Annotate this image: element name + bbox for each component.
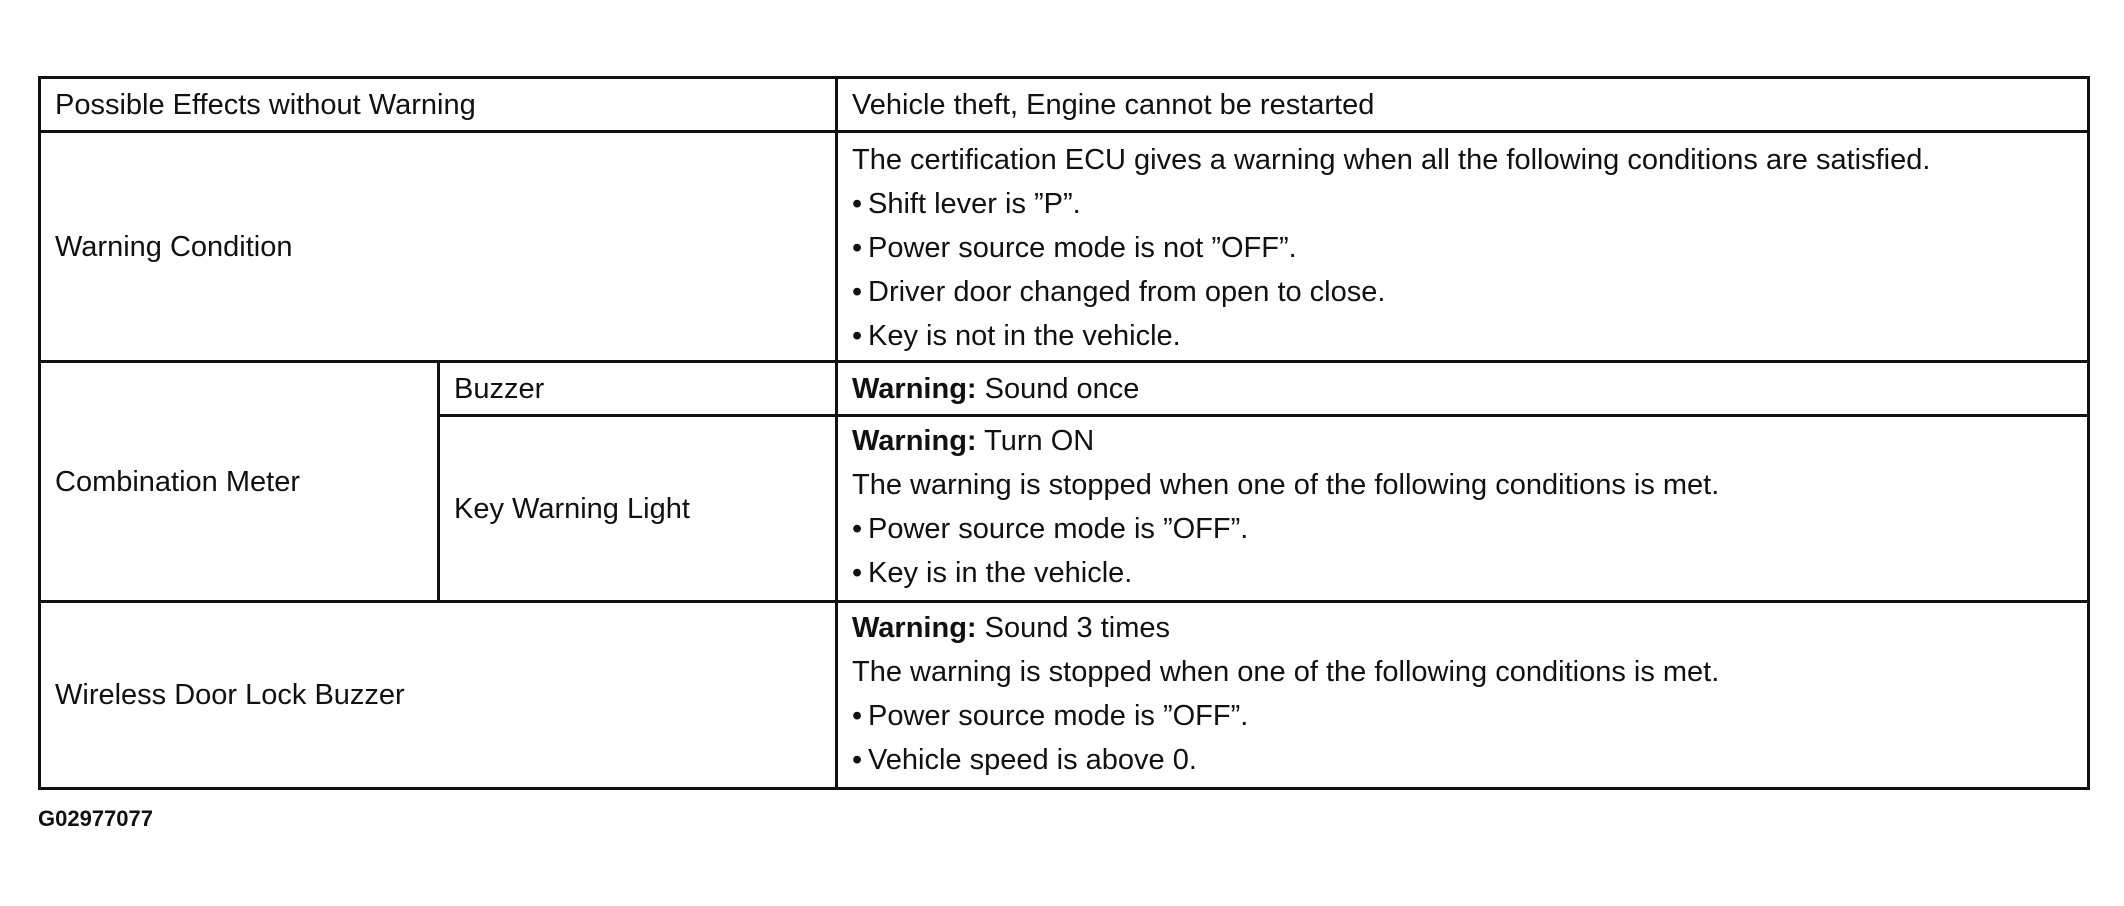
condition-bullet: • Shift lever is ”P”. <box>852 188 1081 220</box>
light-bullet: • Key is in the vehicle. <box>852 557 1133 589</box>
wireless-bullet: • Power source mode is ”OFF”. <box>852 700 1249 732</box>
warning-condition-label: Warning Condition <box>55 230 293 263</box>
condition-bullet: • Driver door changed from open to close. <box>852 276 1386 308</box>
wireless-warning: Warning: Sound 3 times <box>852 612 1171 644</box>
combination-meter-label: Combination Meter <box>55 465 300 498</box>
buzzer-value: Warning: Sound once <box>852 372 1140 405</box>
light-bullet: • Power source mode is ”OFF”. <box>852 513 1249 545</box>
wireless-buzzer-value <box>838 606 2087 787</box>
light-warning: Warning: Turn ON <box>852 425 1095 457</box>
condition-bullet: • Key is not in the vehicle. <box>852 320 1181 352</box>
wireless-bullet: • Vehicle speed is above 0. <box>852 744 1197 776</box>
wireless-stop-text: The warning is stopped when one of the following conditions is met. <box>852 656 1720 688</box>
condition-bullet: • Power source mode is not ”OFF”. <box>852 232 1297 264</box>
key-warning-light-label: Key Warning Light <box>454 492 690 525</box>
figure-code: G02977077 <box>38 806 153 831</box>
warning-condition-value <box>838 138 2087 360</box>
key-warning-light-value <box>838 419 2087 600</box>
wireless-buzzer-label: Wireless Door Lock Buzzer <box>55 679 405 711</box>
buzzer-label: Buzzer <box>454 372 545 405</box>
condition-intro: The certification ECU gives a warning when all the following conditions are satisfied. <box>852 144 1931 176</box>
effects-label: Possible Effects without Warning <box>55 88 476 121</box>
light-stop-text: The warning is stopped when one of the following conditions is met. <box>852 469 1720 501</box>
effects-value: Vehicle theft, Engine cannot be restarted <box>852 88 1375 121</box>
warning-table <box>38 76 2090 790</box>
